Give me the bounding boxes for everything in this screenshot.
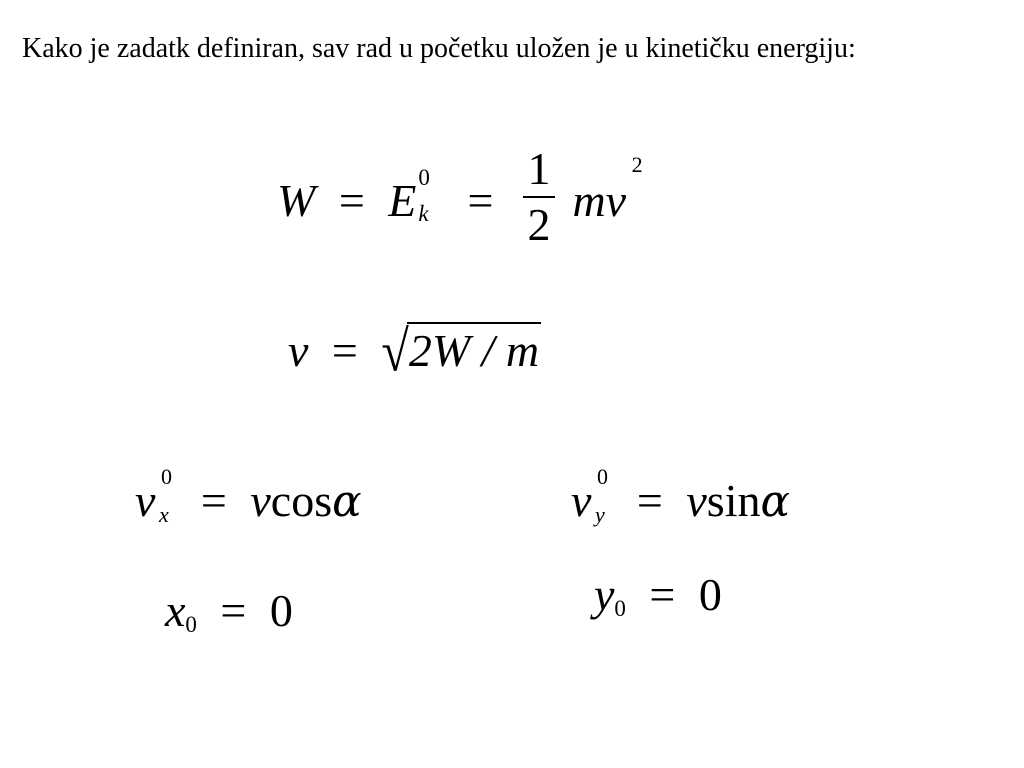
eq3-sup: 0 [161, 464, 172, 489]
eq3-equals: = [200, 475, 227, 526]
eq4-equals: = [636, 475, 663, 526]
eq1-fraction-bar [523, 196, 555, 198]
eq3-v: v [135, 475, 156, 526]
eq4-rhs-v: v [686, 475, 707, 526]
eq5-equals: = [220, 585, 247, 636]
eq1-equals-2: = [467, 175, 494, 226]
eq1-E-sub: k [418, 201, 429, 226]
eq3-v-component [135, 464, 172, 527]
vx0-equation [135, 464, 362, 527]
eq1-v-squared [605, 152, 643, 226]
eq1-W: W [277, 175, 316, 226]
eq2-radicand: 2W / m [407, 322, 541, 374]
eq4-v-component [571, 464, 608, 527]
eq1-v: v [605, 175, 627, 226]
y0-equation [594, 569, 722, 621]
eq1-E-scripts [416, 165, 444, 226]
eq5-x: x [165, 585, 186, 636]
kinetic-energy-equation [277, 143, 643, 260]
eq1-numerator: 1 [527, 143, 551, 194]
eq1-denominator: 2 [527, 199, 551, 250]
eq4-sup: 0 [597, 464, 608, 489]
eq1-fraction [523, 144, 555, 250]
eq4-fn: sin [706, 475, 761, 526]
eq6-y: y [594, 569, 615, 620]
eq4-sub: y [595, 502, 605, 527]
eq1-m: m [572, 175, 606, 226]
eq6-value: 0 [698, 569, 722, 620]
sqrt-icon: √ [381, 318, 409, 384]
eq3-rhs-v: v [250, 475, 271, 526]
velocity-equation [288, 318, 541, 384]
eq4-alpha: α [760, 476, 790, 527]
eq5-value: 0 [269, 585, 293, 636]
x0-equation [165, 585, 293, 637]
eq6-sub: 0 [614, 595, 626, 621]
intro-text: Kako je zadatk definiran, sav rad u početku uložen je u kinetičku energiju: [22, 33, 856, 64]
eq2-v: v [288, 325, 309, 376]
eq4-v: v [571, 475, 592, 526]
eq1-E-sup: 0 [418, 165, 430, 190]
eq6-equals: = [649, 569, 676, 620]
eq3-alpha: α [332, 476, 362, 527]
eq1-equals-1: = [338, 175, 365, 226]
vy0-equation [571, 464, 790, 527]
eq3-sub: x [159, 502, 169, 527]
eq2-equals: = [331, 325, 358, 376]
eq1-power: 2 [631, 152, 643, 177]
eq1-E: E [388, 175, 417, 226]
eq5-sub: 0 [185, 611, 197, 637]
eq3-fn: cos [270, 475, 333, 526]
